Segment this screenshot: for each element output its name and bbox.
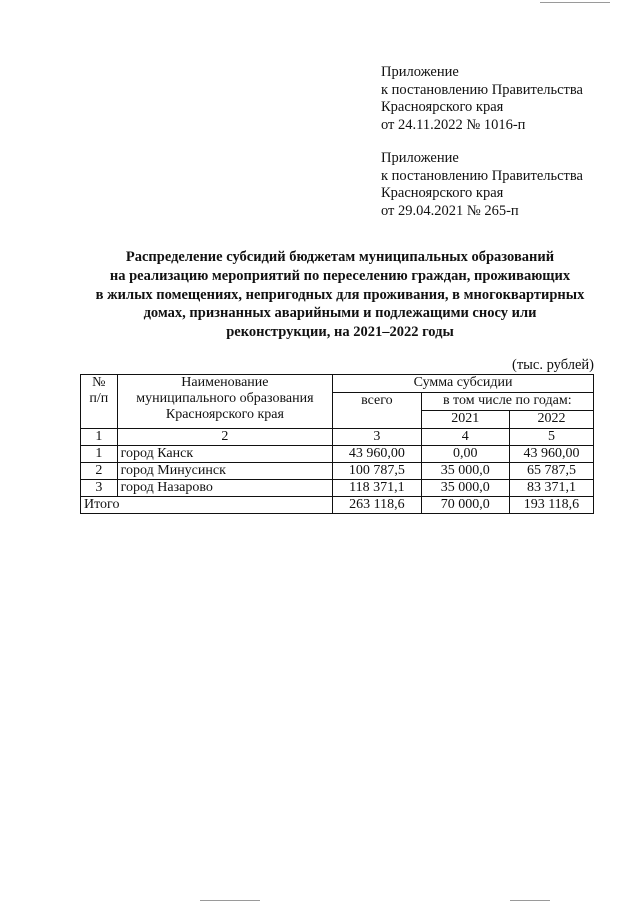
table-row (81, 480, 594, 497)
column-number: 4 (421, 429, 509, 446)
row-total: 43 960,00 (333, 446, 421, 463)
scan-mark (540, 2, 610, 3)
title-line: реконструкции, на 2021–2022 годы (226, 324, 454, 341)
appendix-block-original (381, 150, 631, 220)
appendix-line: Приложение (381, 64, 459, 80)
table-header-row (81, 375, 594, 393)
header-total: всего (333, 393, 421, 429)
header-by-years: в том числе по годам: (421, 393, 593, 411)
title-line: в жилых помещениях, непригодных для проживания, в многоквартирных (95, 286, 585, 303)
scan-mark (510, 900, 550, 901)
row-num: 2 (81, 463, 118, 480)
title-line: Распределение субсидий бюджетам муниципальных образований (125, 249, 555, 265)
row-name: город Назарово (117, 480, 333, 497)
row-name: город Минусинск (117, 463, 333, 480)
header-num: № п/п (81, 375, 118, 429)
appendix-line: к постановлению Правительства (381, 167, 583, 184)
row-num: 3 (81, 480, 118, 497)
scan-mark (200, 900, 260, 901)
document-title (60, 248, 620, 342)
appendix-line: Приложение (381, 150, 459, 166)
row-total: 100 787,5 (333, 463, 421, 480)
column-number: 2 (117, 429, 333, 446)
header-year-2021: 2021 (421, 411, 509, 429)
row-2022: 83 371,1 (509, 480, 593, 497)
header-sum: Сумма субсидии (333, 375, 594, 393)
appendix-line: от 29.04.2021 № 265-п (381, 202, 519, 219)
row-name: город Канск (117, 446, 333, 463)
appendix-line: от 24.11.2022 № 1016-п (381, 116, 526, 133)
total-label: Итого (81, 497, 333, 514)
total-row (81, 497, 594, 514)
units-label: (тыс. рублей) (512, 357, 594, 373)
title-line: домах, признанных аварийными и подлежащими сносу или (143, 305, 537, 322)
header-name: Наименование муниципального образования Красноярского края (117, 375, 333, 429)
column-number: 5 (509, 429, 593, 446)
row-2021: 35 000,0 (421, 463, 509, 480)
total-2022: 193 118,6 (509, 497, 593, 514)
column-number-row (81, 429, 594, 446)
row-total: 118 371,1 (333, 480, 421, 497)
subsidy-table (80, 374, 594, 514)
appendix-line: к постановлению Правительства (381, 81, 583, 98)
title-line: на реализацию мероприятий по переселению граждан, проживающих (109, 267, 571, 284)
row-2022: 65 787,5 (509, 463, 593, 480)
total-sum: 263 118,6 (333, 497, 421, 514)
header-year-2022: 2022 (509, 411, 593, 429)
row-2021: 0,00 (421, 446, 509, 463)
row-2022: 43 960,00 (509, 446, 593, 463)
row-num: 1 (81, 446, 118, 463)
column-number: 1 (81, 429, 118, 446)
table-row (81, 446, 594, 463)
appendix-line: Красноярского края (381, 99, 504, 115)
appendix-line: Красноярского края (381, 185, 504, 201)
appendix-block-current (381, 64, 631, 134)
total-2021: 70 000,0 (421, 497, 509, 514)
column-number: 3 (333, 429, 421, 446)
table-row (81, 463, 594, 480)
row-2021: 35 000,0 (421, 480, 509, 497)
